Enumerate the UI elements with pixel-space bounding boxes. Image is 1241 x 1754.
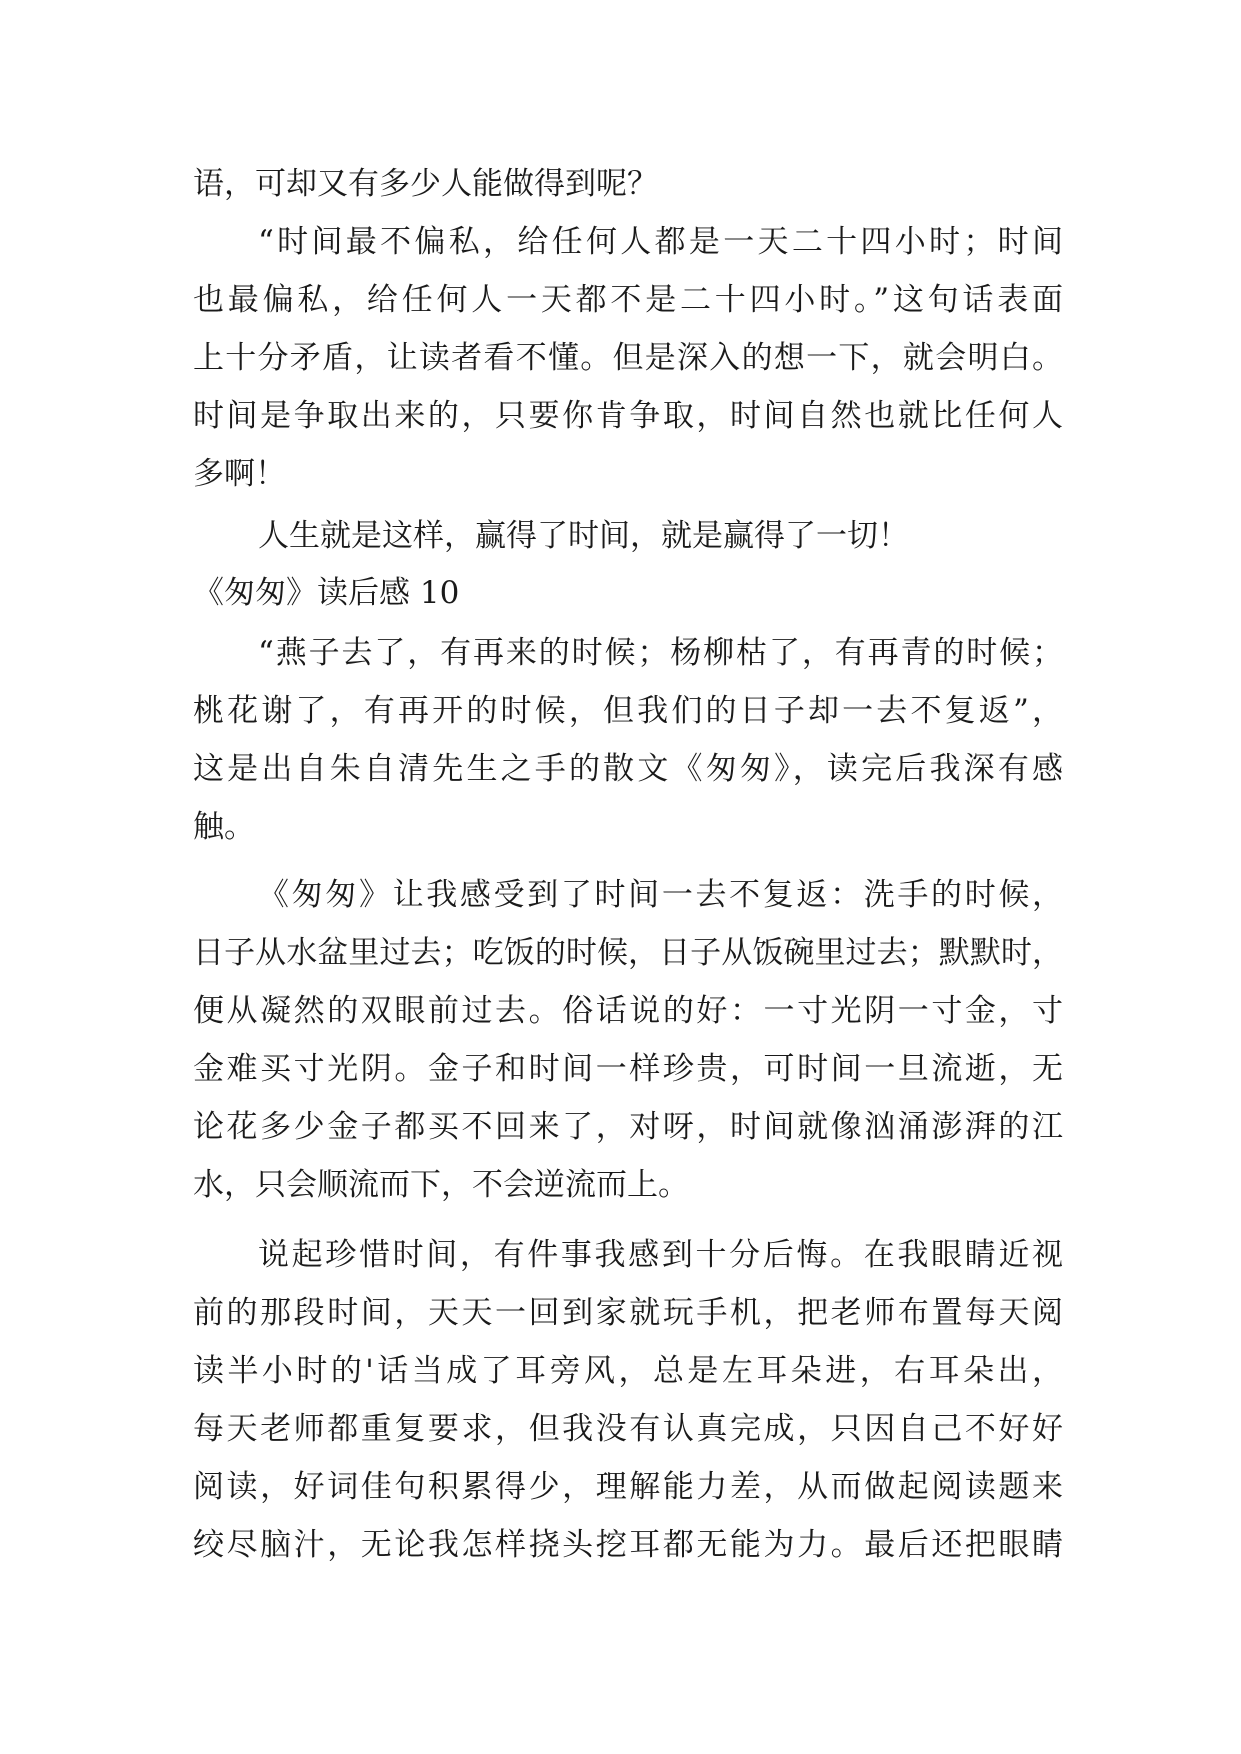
text-line: 《匆匆》让我感受到了时间一去不复返：洗手的时候， (258, 877, 1063, 913)
text-line: 触。 (193, 809, 255, 845)
text-line: 多啊！ (193, 456, 286, 492)
text-line: 每天老师都重复要求，但我没有认真完成，只因自己不好好 (193, 1411, 1063, 1447)
text-line: 论花多少金子都买不回来了，对呀，时间就像汹涌澎湃的江 (193, 1109, 1063, 1145)
text-line: 日子从水盆里过去；吃饭的时候，日子从饭碗里过去；默默时， (193, 935, 1063, 971)
text-line: 语，可却又有多少人能做得到呢？ (193, 166, 658, 202)
section-heading: 《匆匆》读后感 10 (193, 575, 460, 611)
text-line: 阅读，好词佳句积累得少，理解能力差，从而做起阅读题来 (193, 1469, 1063, 1505)
text-line: 金难买寸光阴。金子和时间一样珍贵，可时间一旦流逝，无 (193, 1051, 1063, 1087)
text-line: 这是出自朱自清先生之手的散文《匆匆》，读完后我深有感 (193, 751, 1063, 787)
text-line: 上十分矛盾，让读者看不懂。但是深入的想一下，就会明白。 (193, 340, 1063, 376)
text-line: 便从凝然的双眼前过去。俗话说的好：一寸光阴一寸金，寸 (193, 993, 1063, 1029)
text-line: 水，只会顺流而下，不会逆流而上。 (193, 1167, 689, 1203)
text-line: “时间最不偏私，给任何人都是一天二十四小时；时间 (258, 224, 1063, 260)
text-line: 时间是争取出来的，只要你肯争取，时间自然也就比任何人 (193, 398, 1063, 434)
text-line: 读半小时的'话当成了耳旁风，总是左耳朵进，右耳朵出， (193, 1353, 1063, 1389)
text-line: 也最偏私，给任何人一天都不是二十四小时。”这句话表面 (193, 282, 1063, 318)
text-line: 前的那段时间，天天一回到家就玩手机，把老师布置每天阅 (193, 1295, 1063, 1331)
text-line: “燕子去了，有再来的时候；杨柳枯了，有再青的时候； (258, 635, 1063, 671)
text-line: 绞尽脑汁，无论我怎样挠头挖耳都无能为力。最后还把眼睛 (193, 1527, 1063, 1563)
text-line: 说起珍惜时间，有件事我感到十分后悔。在我眼睛近视 (258, 1237, 1063, 1273)
text-line: 桃花谢了，有再开的时候，但我们的日子却一去不复返”， (193, 693, 1063, 729)
text-line: 人生就是这样，赢得了时间，就是赢得了一切！ (258, 518, 909, 554)
